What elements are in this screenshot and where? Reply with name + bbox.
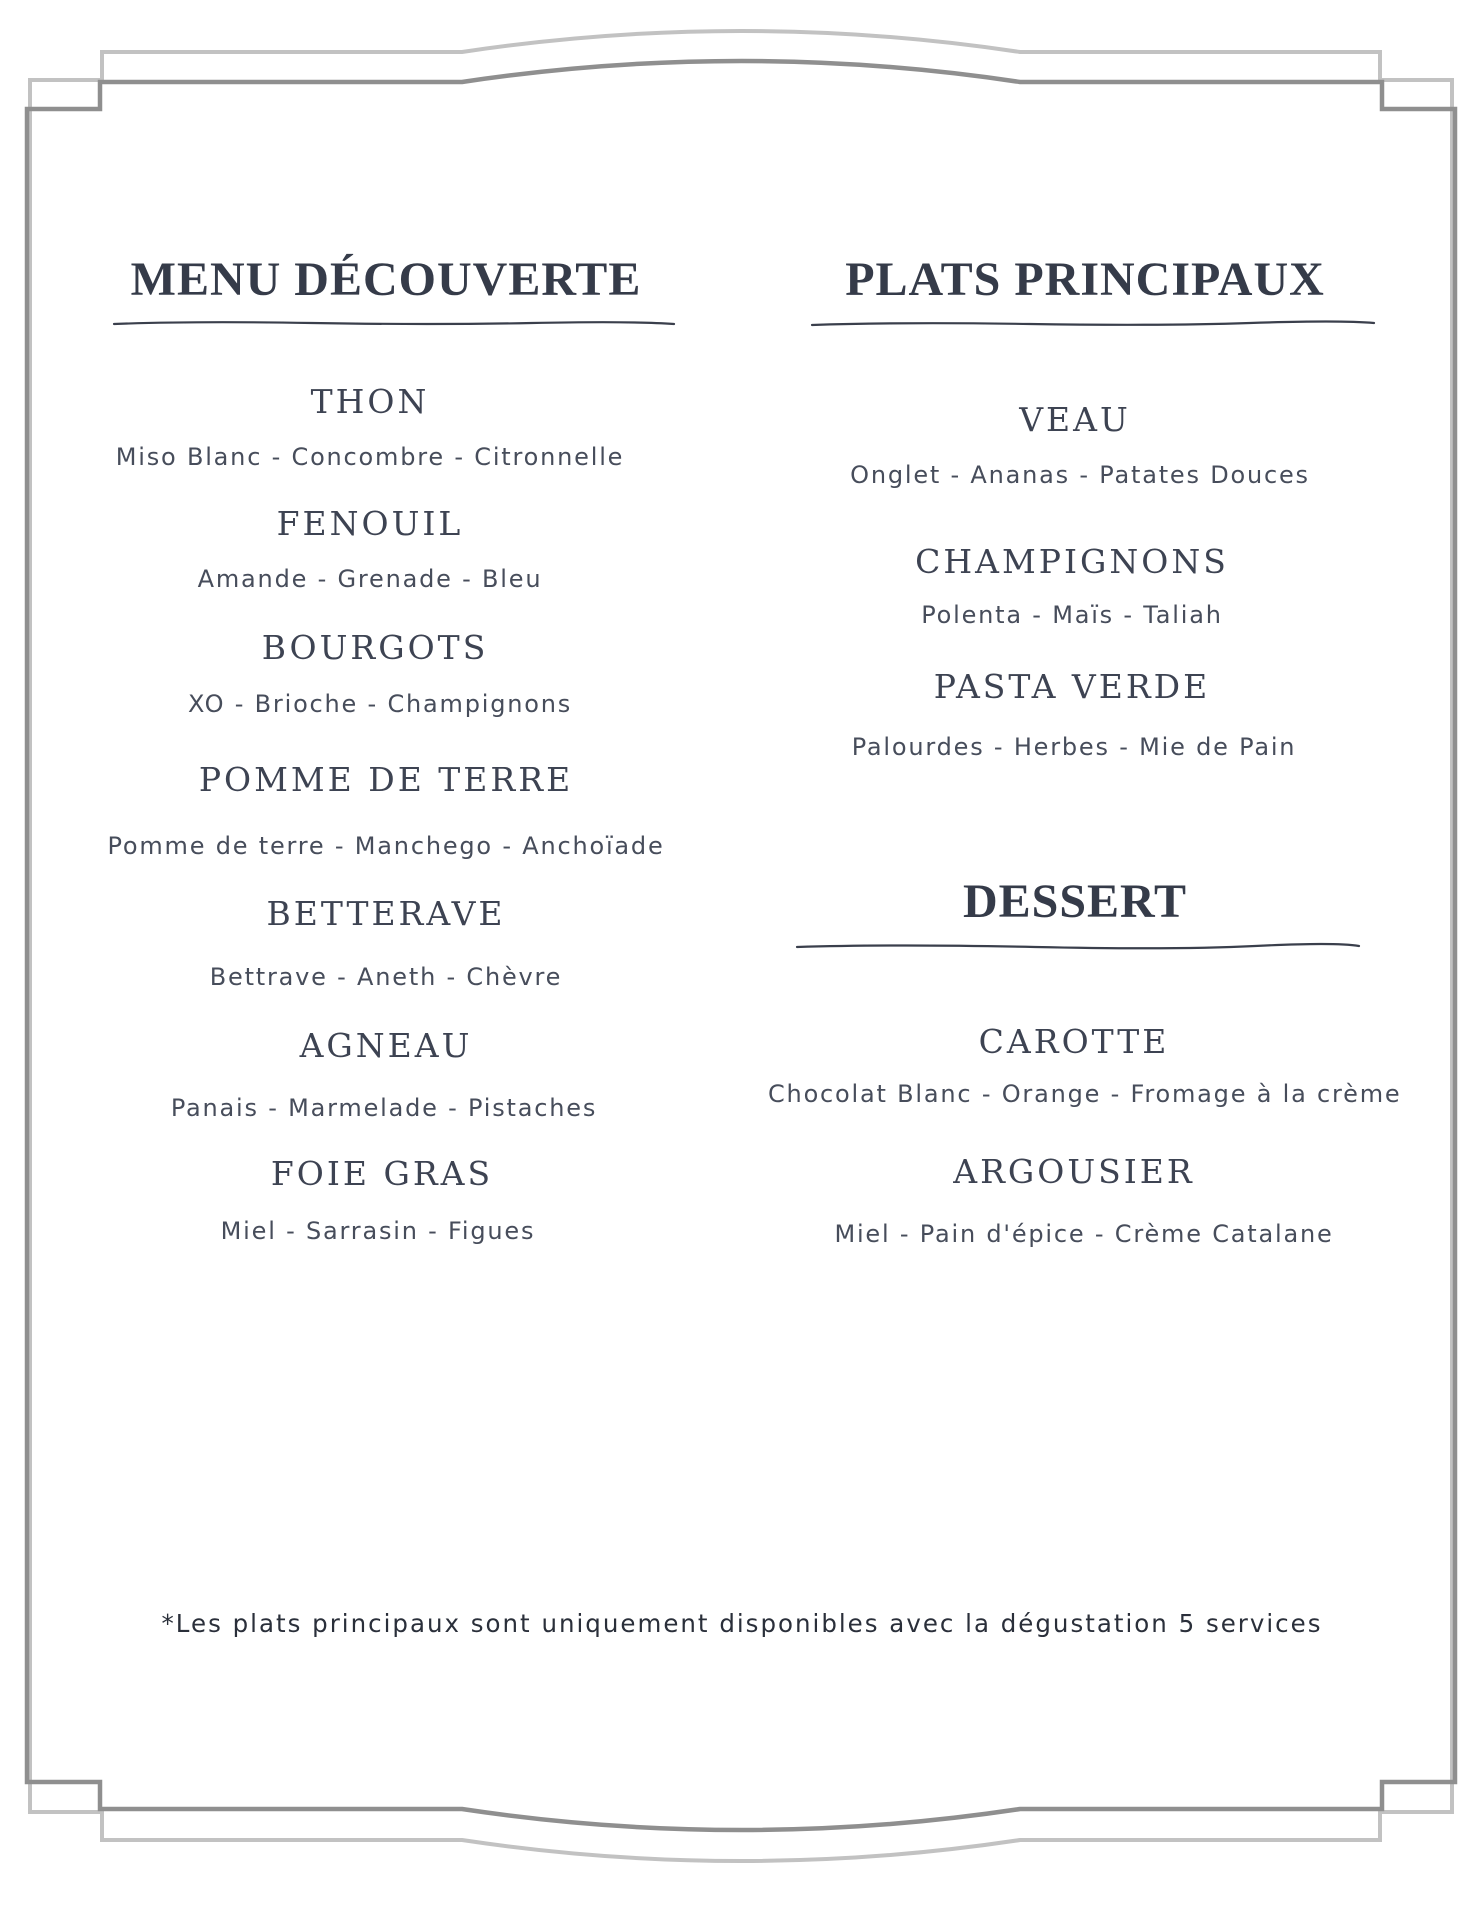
dessert-title: DESSERT	[962, 875, 1188, 928]
desc-pasta-verde: Palourdes - Herbes - Mie de Pain	[851, 733, 1297, 761]
dish-carotte: CAROTTE	[978, 1022, 1170, 1061]
footnote: *Les plats principaux sont uniquement disponibles avec la dégustation 5 services	[161, 1609, 1323, 1638]
desc-foie-gras: Miel - Sarrasin - Figues	[220, 1217, 536, 1245]
desc-pomme-de-terre: Pomme de terre - Manchego - Anchoïade	[107, 832, 665, 860]
desc-betterave: Bettrave - Aneth - Chèvre	[209, 963, 563, 991]
dish-pomme-de-terre: POMME DE TERRE	[198, 760, 574, 799]
dish-betterave: BETTERAVE	[266, 894, 506, 933]
desc-bourgots: XO - Brioche - Champignons	[187, 690, 573, 718]
desc-champignons: Polenta - Maïs - Taliah	[921, 601, 1223, 629]
dish-veau: VEAU	[1019, 400, 1131, 439]
desc-fenouil: Amande - Grenade - Bleu	[197, 565, 543, 593]
dish-agneau: AGNEAU	[299, 1026, 473, 1065]
dish-pasta-verde: PASTA VERDE	[933, 667, 1211, 706]
desc-thon: Miso Blanc - Concombre - Citronnelle	[115, 443, 625, 471]
dessert-underline	[795, 941, 1361, 953]
desc-veau: Onglet - Ananas - Patates Douces	[850, 461, 1310, 489]
dish-champignons: CHAMPIGNONS	[915, 542, 1229, 581]
desc-argousier: Miel - Pain d'épice - Crème Catalane	[834, 1220, 1334, 1248]
menu-decouverte-underline	[112, 318, 676, 330]
dish-bourgots: BOURGOTS	[261, 628, 489, 667]
plats-principaux-title: PLATS PRINCIPAUX	[845, 253, 1325, 306]
dish-thon: THON	[310, 382, 430, 421]
plats-principaux-underline	[810, 318, 1376, 330]
dish-foie-gras: FOIE GRAS	[270, 1154, 494, 1193]
desc-carotte: Chocolat Blanc - Orange - Fromage à la crème	[768, 1080, 1402, 1108]
dish-fenouil: FENOUIL	[276, 504, 464, 543]
dish-argousier: ARGOUSIER	[953, 1152, 1195, 1191]
desc-agneau: Panais - Marmelade - Pistaches	[170, 1094, 598, 1122]
menu-decouverte-title: MENU DÉCOUVERTE	[130, 253, 642, 306]
